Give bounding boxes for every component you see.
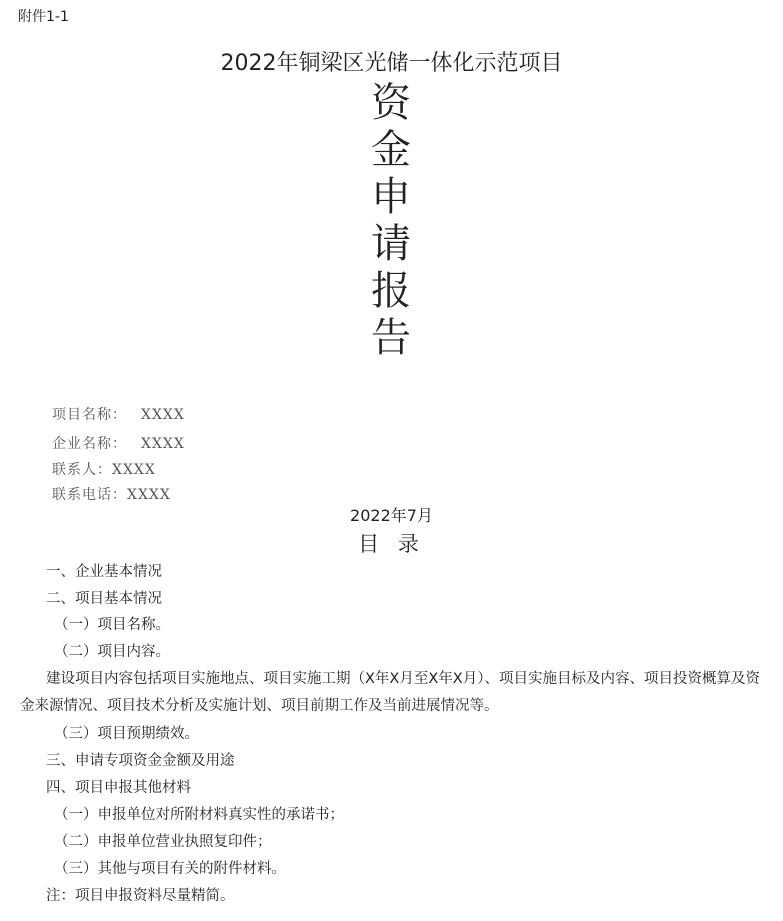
toc-title: 目 录 — [358, 532, 425, 556]
vertical-title-char: 资 — [371, 80, 411, 126]
report-date: 2022年7月 — [350, 506, 433, 525]
vertical-title-char: 金 — [371, 127, 411, 173]
info-contact — [52, 459, 156, 479]
toc-section-1: 一、企业基本情况 — [46, 564, 162, 580]
info-label: 企业名称： — [52, 436, 127, 452]
vertical-title-char: 申 — [371, 174, 411, 220]
toc-subsection: （一）项目名称。 — [54, 617, 170, 633]
toc-subsection: （三）项目预期绩效。 — [54, 726, 199, 742]
vertical-title — [366, 80, 416, 362]
project-content-paragraph: 建设项目内容包括项目实施地点、项目实施工期（X年X月至X年X月）、项目实施目标及内容、项目投资概算及资金来源情况、项目技术分析及实施计划、项目前期工作及当前进展情况等。 — [20, 671, 760, 714]
document-title: 2022年铜梁区光储一体化示范项目 — [220, 51, 563, 76]
toc-section-4: 四、项目申报其他材料 — [46, 780, 191, 796]
vertical-title-char: 告 — [371, 315, 411, 361]
toc-subsection: （一）申报单位对所附材料真实性的承诺书； — [54, 807, 344, 823]
info-label: 联系电话： — [52, 487, 127, 503]
attachment-label: 附件1-1 — [18, 9, 69, 25]
info-phone — [52, 484, 171, 504]
info-value: XXXX — [127, 487, 171, 503]
vertical-title-char: 请 — [371, 221, 411, 267]
info-value: XXXX — [141, 436, 185, 452]
toc-section-2: 二、项目基本情况 — [46, 591, 162, 607]
info-company-name — [52, 433, 185, 453]
info-label: 项目名称： — [52, 407, 127, 423]
toc-section-3: 三、申请专项资金金额及用途 — [46, 753, 235, 769]
toc-subsection: （二）申报单位营业执照复印件； — [54, 834, 272, 850]
info-value: XXXX — [141, 407, 185, 423]
info-project-name — [52, 404, 185, 424]
info-label: 联系人： — [52, 462, 112, 478]
toc-subsection: （二）项目内容。 — [54, 644, 170, 660]
vertical-title-char: 报 — [371, 268, 411, 314]
toc-subsection: （三）其他与项目有关的附件材料。 — [54, 861, 286, 877]
info-value: XXXX — [112, 462, 156, 478]
note-text: 注：项目申报资料尽量精简。 — [46, 888, 235, 904]
